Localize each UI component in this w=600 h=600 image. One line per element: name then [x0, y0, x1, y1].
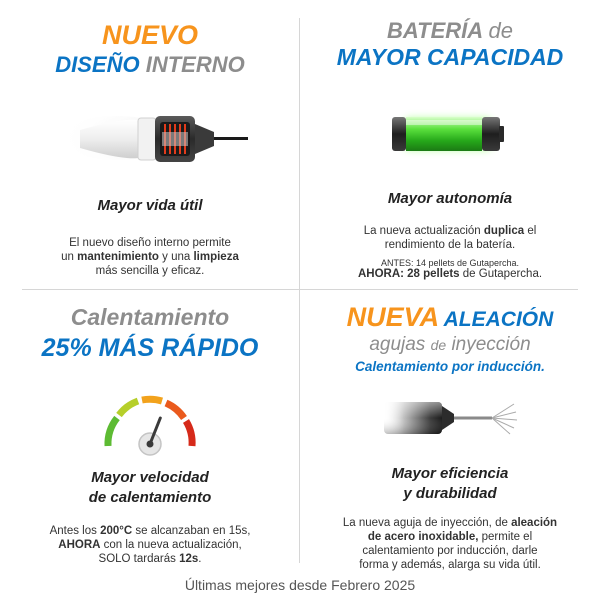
description-line — [0, 538, 300, 552]
title-word: agujas — [369, 334, 426, 355]
panel-tagline: Calentamiento por inducción. — [355, 359, 545, 374]
title-word: de — [488, 18, 513, 43]
panel-title-line2 — [300, 334, 600, 356]
text-span: Antes los — [49, 525, 101, 537]
text-span-bold: aleación — [511, 517, 558, 529]
feature-description — [0, 236, 300, 278]
feature-subtitle: Mayor autonomía — [387, 190, 513, 207]
battery-full-icon — [388, 104, 508, 164]
text-span-bold: limpieza — [193, 251, 239, 263]
panel-title-line1 — [0, 22, 300, 49]
feature-description — [300, 224, 600, 252]
text-span-bold: 12s — [179, 553, 199, 565]
feature-description — [0, 524, 300, 566]
title-word: INTERNO — [145, 52, 245, 77]
title-word: NUEVO — [101, 20, 199, 50]
description-line — [0, 552, 300, 566]
panel-title-line1 — [300, 304, 600, 331]
title-word: NUEVA — [346, 302, 440, 332]
text-span: . — [198, 553, 202, 565]
panel-title-line2: MAYOR CAPACIDAD — [336, 44, 564, 70]
text-span: con la nueva actualización, — [100, 539, 242, 551]
panel-faster-heating — [0, 290, 300, 575]
panel-new-alloy — [300, 290, 600, 575]
description-line — [300, 224, 600, 238]
description-line: más sencilla y eficaz. — [95, 265, 205, 277]
subtitle-line: y durabilidad — [403, 485, 497, 502]
subtitle-line: de calentamiento — [88, 489, 212, 506]
feature-subtitle: Mayor vida útil — [97, 197, 203, 214]
text-span: y una — [158, 251, 194, 263]
description-line — [0, 524, 300, 538]
footer-note: Últimas mejores desde Febrero 2025 — [184, 577, 416, 593]
title-word: de — [430, 337, 447, 353]
text-span: permite el — [478, 531, 533, 543]
feature-subtitle — [0, 468, 300, 508]
feature-subtitle — [300, 464, 600, 504]
description-line: forma y además, alarga su vida útil. — [359, 559, 541, 571]
description-line: El nuevo diseño interno permite — [69, 237, 231, 249]
title-word: BATERÍA — [387, 18, 483, 43]
title-word: ALEACIÓN — [443, 308, 554, 331]
description-line — [300, 516, 600, 530]
subtitle-line: Mayor velocidad — [91, 469, 209, 486]
text-span-bold: de acero inoxidable, — [367, 531, 479, 543]
text-span-bold: mantenimiento — [77, 251, 159, 263]
text-span: un — [61, 251, 78, 263]
subtitle-line: Mayor eficiencia — [391, 465, 509, 482]
panel-title-line2 — [0, 54, 300, 76]
text-span-bold: AHORA — [58, 539, 101, 551]
panel-new-internal-design — [0, 0, 300, 290]
panel-battery-capacity — [300, 0, 600, 290]
text-span: La nueva aguja de inyección, de — [342, 517, 512, 529]
before-note: ANTES: 14 pellets de Gutapercha. — [380, 258, 520, 268]
description-line: rendimiento de la batería. — [384, 239, 516, 251]
text-span-bold: AHORA: 28 pellets — [357, 268, 460, 280]
description-line — [300, 530, 600, 544]
text-span-bold: duplica — [483, 225, 525, 237]
panel-title-line1 — [300, 20, 600, 42]
text-span: el — [524, 225, 537, 237]
speedometer-gauge-icon — [98, 388, 202, 456]
text-span-bold: 200°C — [100, 525, 133, 537]
text-span: se alcanzaban en 15s, — [132, 525, 251, 537]
text-span: La nueva actualización — [363, 225, 484, 237]
title-word: DISEÑO — [55, 52, 140, 77]
text-span: SOLO tardarás — [98, 553, 180, 565]
description-line — [0, 250, 300, 264]
description-line: calentamiento por inducción, darle — [362, 545, 538, 557]
panel-title-line1: Calentamiento — [70, 304, 230, 330]
heater-device-cutaway-icon — [62, 100, 252, 182]
now-note — [300, 267, 600, 281]
title-word: inyección — [451, 334, 531, 355]
feature-description — [300, 516, 600, 572]
text-span: de Gutapercha. — [459, 268, 543, 280]
panel-title-line2: 25% MÁS RÁPIDO — [41, 334, 259, 362]
injection-needle-icon — [380, 390, 520, 446]
